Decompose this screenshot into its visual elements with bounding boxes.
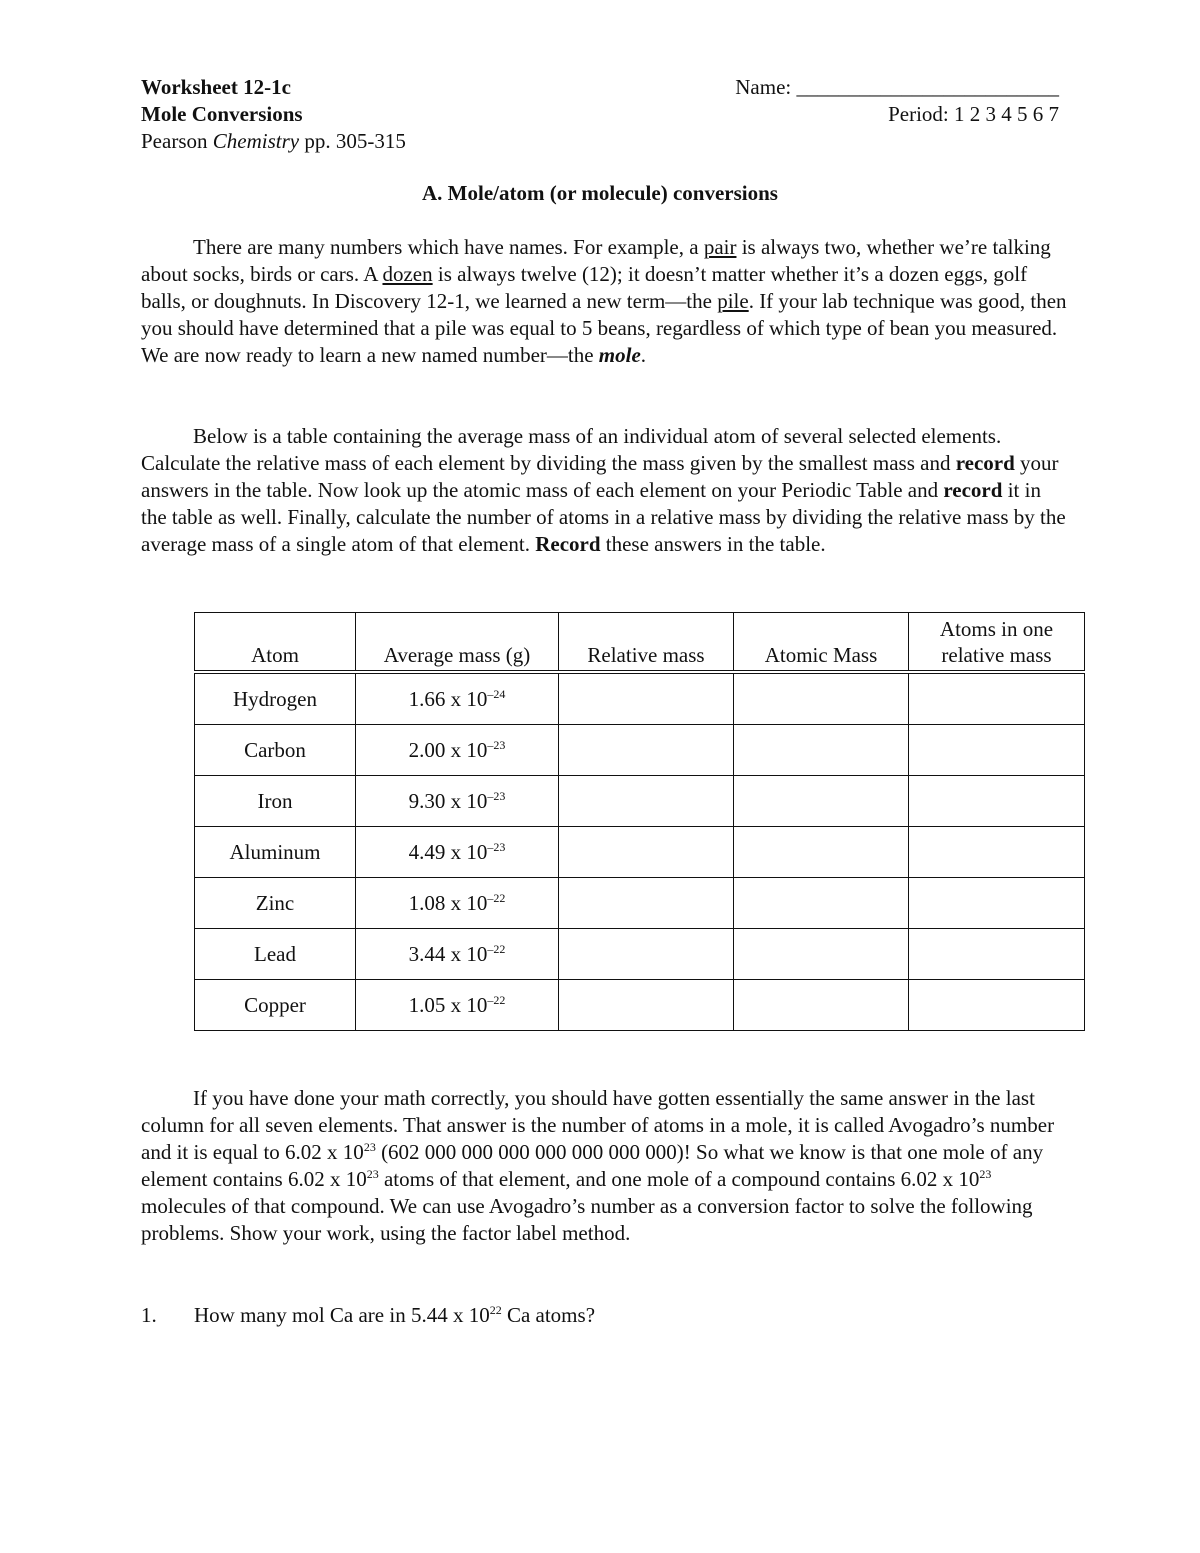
table-row bbox=[195, 878, 1085, 929]
mass-cell: 3.44 x $10^{-22}$ bbox=[356, 929, 559, 980]
atoms-cell[interactable] bbox=[909, 776, 1085, 827]
atom-cell: Copper bbox=[195, 980, 356, 1031]
section-title: A. Mole/atom (or molecule) conversions bbox=[422, 181, 778, 205]
relative-mass-cell[interactable] bbox=[559, 980, 734, 1031]
atom-cell: Aluminum bbox=[195, 827, 356, 878]
atom-cell: Iron bbox=[195, 776, 356, 827]
relative-mass-cell[interactable] bbox=[559, 878, 734, 929]
table-row bbox=[195, 980, 1085, 1031]
period-field: Period: 1 2 3 4 5 6 7 bbox=[888, 102, 1059, 126]
instructions-paragraph: Below is a table containing the average mass of an individual atom of several selected elements. Calculate the relative mass of each element by dividing the mass given by the smallest mass and record your answers in the table. Now look up the atomic mass of each element on your Periodic Table and record it in the table as well. Finally, calculate the number of atoms in a relative mass by dividing the relative mass by the average mass of a single atom of that element. Record these answers in the table. bbox=[141, 424, 1066, 556]
source-reference: Pearson Chemistry pp. 305-315 bbox=[141, 129, 406, 153]
atomic-mass-cell[interactable] bbox=[734, 776, 909, 827]
header-atom: Atom bbox=[195, 613, 356, 673]
table-header-row bbox=[195, 613, 1085, 673]
atom-cell: Zinc bbox=[195, 878, 356, 929]
relative-mass-cell[interactable] bbox=[559, 725, 734, 776]
atoms-cell[interactable] bbox=[909, 827, 1085, 878]
mass-cell: 1.08 x $10^{-22}$ bbox=[356, 878, 559, 929]
header-atoms-in-relative-mass: Atoms in one relative mass bbox=[909, 613, 1085, 673]
worksheet-number: Worksheet 12-1c bbox=[141, 75, 291, 99]
student-info bbox=[735, 74, 1059, 128]
atom-cell: Hydrogen bbox=[195, 672, 356, 725]
atoms-cell[interactable] bbox=[909, 672, 1085, 725]
atomic-mass-cell[interactable] bbox=[734, 827, 909, 878]
table-row bbox=[195, 725, 1085, 776]
mass-cell: 2.00 x $10^{-23}$ bbox=[356, 725, 559, 776]
worksheet-header bbox=[141, 74, 406, 155]
relative-mass-cell[interactable] bbox=[559, 827, 734, 878]
relative-mass-cell[interactable] bbox=[559, 672, 734, 725]
mass-cell: 4.49 x $10^{-23}$ bbox=[356, 827, 559, 878]
question-1: 1. How many mol Ca are in 5.44 x $10^{22}$ Ca atoms? bbox=[141, 1303, 596, 1327]
atom-cell: Lead bbox=[195, 929, 356, 980]
question-number: 1. bbox=[141, 1303, 157, 1327]
atoms-cell[interactable] bbox=[909, 725, 1085, 776]
header-relative-mass: Relative mass bbox=[559, 613, 734, 673]
atomic-mass-cell[interactable] bbox=[734, 672, 909, 725]
avogadro-paragraph: If you have done your math correctly, you should have gotten essentially the same answer in the last column for all seven elements. That answer is the number of atoms in a mole, it is called Avogadro’s number and it is equal to 6.02 x $10^{23}$ (602 000 000 000 000 000 000 000)! So what we know is that one mole of any element contains 6.02 x $10^{23}$ atoms of that element, and one mole of a compound contains 6.02 x $10^{23}$ molecules of that compound. We can use Avogadro’s number as a conversion factor to solve the following problems. Show your work, using the factor label method. bbox=[141, 1086, 1055, 1245]
atoms-cell[interactable] bbox=[909, 929, 1085, 980]
table-row bbox=[195, 827, 1085, 878]
table-row bbox=[195, 929, 1085, 980]
header-average-mass: Average mass (g) bbox=[356, 613, 559, 673]
atom-mass-table bbox=[194, 612, 1085, 1031]
name-field: Name: _________________________ bbox=[735, 75, 1059, 99]
table-row bbox=[195, 672, 1085, 725]
relative-mass-cell[interactable] bbox=[559, 776, 734, 827]
mass-cell: 9.30 x $10^{-23}$ bbox=[356, 776, 559, 827]
relative-mass-cell[interactable] bbox=[559, 929, 734, 980]
atoms-cell[interactable] bbox=[909, 878, 1085, 929]
atomic-mass-cell[interactable] bbox=[734, 878, 909, 929]
header-atomic-mass: Atomic Mass bbox=[734, 613, 909, 673]
atomic-mass-cell[interactable] bbox=[734, 929, 909, 980]
worksheet-subject: Mole Conversions bbox=[141, 102, 303, 126]
table-row bbox=[195, 776, 1085, 827]
intro-paragraph: There are many numbers which have names. For example, a pair is always two, whether we’re talking about socks, birds or cars. A dozen is always twelve (12); it doesn’t matter whether it’s a dozen eggs, golf balls, or doughnuts. In Discovery 12-1, we learned a new term—the pile. If your lab technique was good, then you should have determined that a pile was equal to 5 beans, regardless of which type of bean you measured. We are now ready to learn a new named number—the mole. bbox=[141, 235, 1067, 367]
atomic-mass-cell[interactable] bbox=[734, 725, 909, 776]
mass-cell: 1.66 x $10^{-24}$ bbox=[356, 672, 559, 725]
atomic-mass-cell[interactable] bbox=[734, 980, 909, 1031]
mass-cell: 1.05 x $10^{-22}$ bbox=[356, 980, 559, 1031]
atoms-cell[interactable] bbox=[909, 980, 1085, 1031]
atom-cell: Carbon bbox=[195, 725, 356, 776]
